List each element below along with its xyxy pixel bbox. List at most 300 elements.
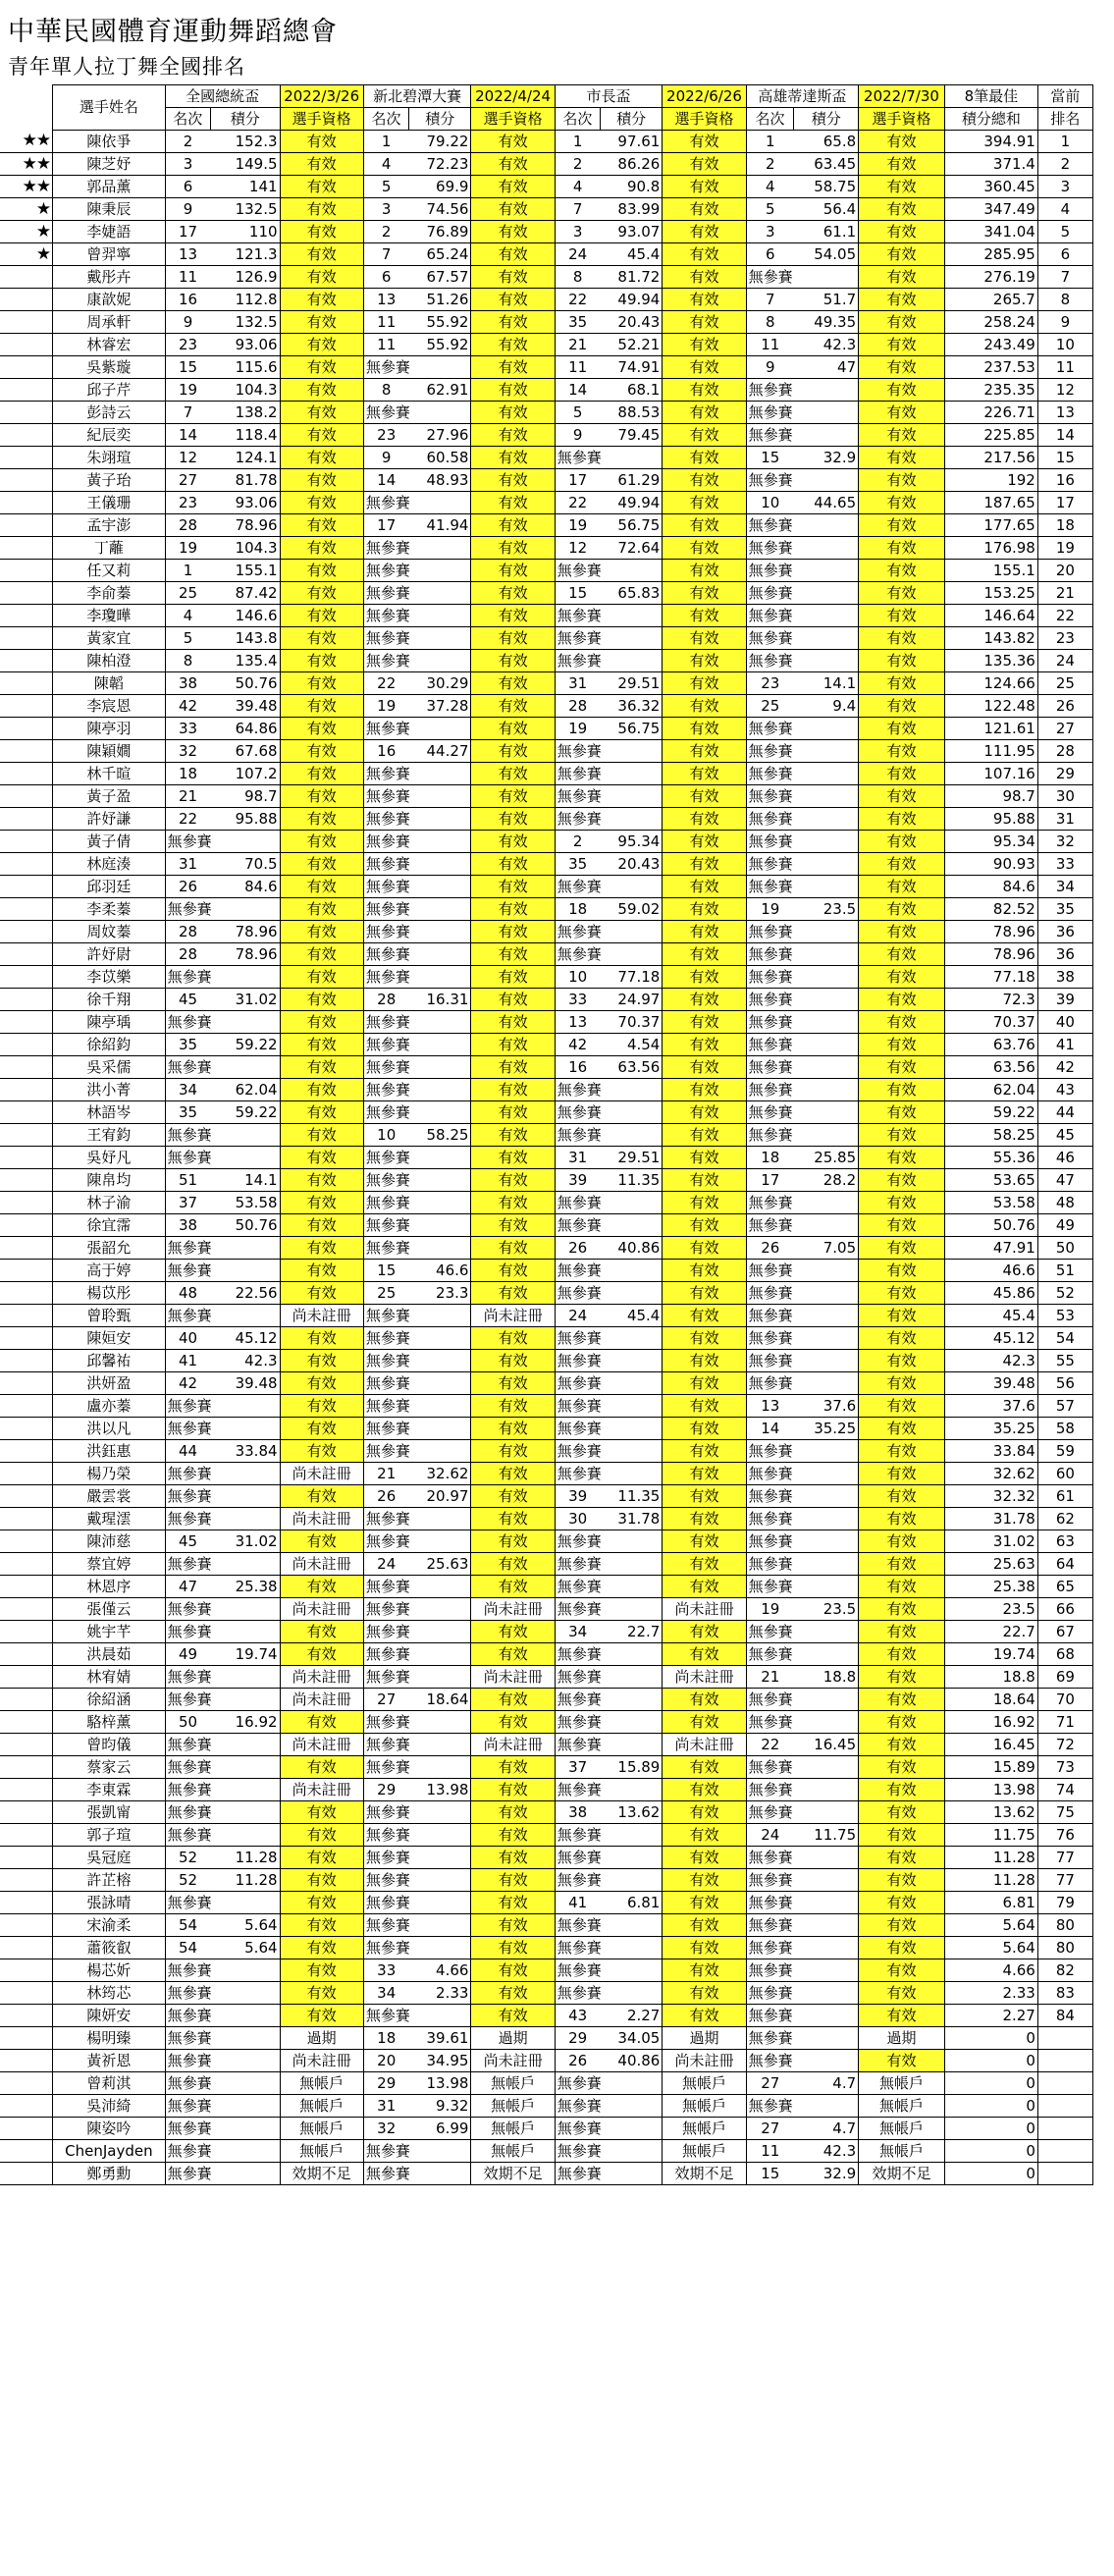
event4-qualification: 有效: [859, 1689, 945, 1711]
athlete-name: 蕭筱叡: [53, 1937, 166, 1959]
event1-score: 124.1: [210, 447, 280, 469]
event3-score: [601, 1734, 663, 1756]
current-rank: 35: [1037, 898, 1092, 921]
event1-rank: 21: [165, 785, 210, 808]
star-rating: [0, 1011, 53, 1034]
event4-score: 65.8: [794, 131, 859, 153]
table-row: [0, 1395, 1093, 1418]
event3-qualification: 有效: [663, 153, 746, 176]
event4-score: [794, 1305, 859, 1327]
event4-score: 44.65: [794, 492, 859, 514]
event4-rank: 無參賽: [746, 1011, 794, 1034]
current-rank: 40: [1037, 1011, 1092, 1034]
event3-score: 40.86: [601, 1237, 663, 1260]
event4-score: [794, 1011, 859, 1034]
event3-score: 2.27: [601, 2005, 663, 2027]
event3-rank: 無參賽: [555, 1779, 600, 1801]
event4-rank: 無參賽: [746, 921, 794, 943]
event3-qualification: 有效: [663, 1418, 746, 1440]
event3-rank: 無參賽: [555, 921, 600, 943]
best-total: 55.36: [944, 1147, 1037, 1169]
rank-subheader: 名次: [363, 108, 408, 131]
best-total: 25.63: [944, 1553, 1037, 1576]
athlete-name: 任又莉: [53, 560, 166, 582]
event3-rank: 41: [555, 1892, 600, 1914]
event3-qualification: 有效: [663, 1237, 746, 1260]
event1-rank: 49: [165, 1643, 210, 1666]
event3-qualification: 無帳戶: [663, 2072, 746, 2095]
star-rating: [0, 1779, 53, 1801]
star-rating: ★★: [0, 176, 53, 198]
event1-score: [210, 1485, 280, 1508]
athlete-name: 吳沛綺: [53, 2095, 166, 2118]
event2-score: [409, 1101, 471, 1124]
event3-score: [601, 1824, 663, 1847]
event4-rank: 無參賽: [746, 1034, 794, 1056]
event3-score: [601, 1937, 663, 1959]
current-rank: 56: [1037, 1372, 1092, 1395]
event2-qualification: 尚未註冊: [471, 1666, 555, 1689]
current-rank: 80: [1037, 1914, 1092, 1937]
event2-score: [409, 560, 471, 582]
event4-score: [794, 1508, 859, 1530]
event4-qualification: 有效: [859, 1801, 945, 1824]
best-total: 177.65: [944, 514, 1037, 537]
event1-score: [210, 1418, 280, 1440]
event3-qualification: 有效: [663, 718, 746, 740]
event4-qualification: 有效: [859, 1463, 945, 1485]
event4-qualification: 有效: [859, 243, 945, 266]
event4-rank: 無參賽: [746, 1869, 794, 1892]
event4-rank: 無參賽: [746, 1327, 794, 1350]
event4-score: [794, 650, 859, 672]
event1-score: 141: [210, 176, 280, 198]
event4-header: 高雄蒂達斯盃: [746, 85, 859, 108]
event2-score: [409, 1508, 471, 1530]
event3-rank: 10: [555, 966, 600, 989]
event1-score: [210, 1508, 280, 1530]
table-row: [0, 1079, 1093, 1101]
event1-rank: 無參賽: [165, 2095, 210, 2118]
current-rank: 58: [1037, 1418, 1092, 1440]
star-rating: [0, 334, 53, 356]
event1-score: 16.92: [210, 1711, 280, 1734]
event1-rank: 無參賽: [165, 1485, 210, 1508]
event2-rank: 4: [363, 153, 408, 176]
event3-score: [601, 1101, 663, 1124]
event1-rank: 無參賽: [165, 1959, 210, 1982]
table-row: [0, 492, 1093, 514]
table-row: [0, 740, 1093, 763]
event4-score: [794, 627, 859, 650]
event1-score: 67.68: [210, 740, 280, 763]
event2-qualification: 有效: [471, 1056, 555, 1079]
event4-rank: 無參賽: [746, 627, 794, 650]
star-rating: [0, 672, 53, 695]
event4-rank: 3: [746, 221, 794, 243]
event2-rank: 27: [363, 1689, 408, 1711]
best-total: 111.95: [944, 740, 1037, 763]
event4-score: [794, 1779, 859, 1801]
event4-rank: 無參賽: [746, 989, 794, 1011]
star-rating: [0, 1711, 53, 1734]
best-total: 16.92: [944, 1711, 1037, 1734]
event3-score: [601, 2140, 663, 2163]
athlete-name: 蔡宜婷: [53, 1553, 166, 1576]
event3-qualification: 有效: [663, 1169, 746, 1192]
event4-qualification: 有效: [859, 921, 945, 943]
event3-score: [601, 1576, 663, 1598]
event1-qualification: 有效: [280, 537, 363, 560]
event1-score: 14.1: [210, 1169, 280, 1192]
best-total: 32.32: [944, 1485, 1037, 1508]
event4-qualification: 有效: [859, 1327, 945, 1350]
event1-rank: 52: [165, 1847, 210, 1869]
event2-qualification: 有效: [471, 1011, 555, 1034]
event3-rank: 無參賽: [555, 1395, 600, 1418]
event4-rank: 無參賽: [746, 1576, 794, 1598]
event2-score: 37.28: [409, 695, 471, 718]
event4-qualification: 有效: [859, 153, 945, 176]
event2-score: [409, 966, 471, 989]
table-row: [0, 560, 1093, 582]
event2-rank: 20: [363, 2050, 408, 2072]
qual-subheader: 選手資格: [280, 108, 363, 131]
event3-rank: 42: [555, 1034, 600, 1056]
event1-rank: 19: [165, 537, 210, 560]
event3-score: 93.07: [601, 221, 663, 243]
best-total: 192: [944, 469, 1037, 492]
event3-qualification: 有效: [663, 492, 746, 514]
star-rating: [0, 266, 53, 289]
event4-rank: 無參賽: [746, 402, 794, 424]
event4-qualification: 有效: [859, 808, 945, 831]
event1-qualification: 有效: [280, 1824, 363, 1847]
event1-qualification: 無帳戶: [280, 2095, 363, 2118]
best-total: 0: [944, 2140, 1037, 2163]
event1-score: [210, 1124, 280, 1147]
event1-rank: 17: [165, 221, 210, 243]
event4-qualification: 有效: [859, 379, 945, 402]
athlete-name: 洪小菁: [53, 1079, 166, 1101]
event4-qualification: 有效: [859, 1485, 945, 1508]
event1-rank: 42: [165, 1372, 210, 1395]
event1-score: [210, 1689, 280, 1711]
event3-score: [601, 876, 663, 898]
event2-qualification: 有效: [471, 718, 555, 740]
event1-rank: 33: [165, 718, 210, 740]
event4-qualification: 有效: [859, 334, 945, 356]
event3-score: [601, 921, 663, 943]
event4-rank: 無參賽: [746, 1079, 794, 1101]
star-rating: [0, 921, 53, 943]
event3-qualification: 過期: [663, 2027, 746, 2050]
event1-rank: 無參賽: [165, 1892, 210, 1914]
event3-score: [601, 1440, 663, 1463]
event2-score: [409, 831, 471, 853]
athlete-name: 黃祈恩: [53, 2050, 166, 2072]
event4-score: [794, 1372, 859, 1395]
event2-score: [409, 1395, 471, 1418]
event4-score: [794, 989, 859, 1011]
event4-rank: 24: [746, 1824, 794, 1847]
current-rank: 53: [1037, 1305, 1092, 1327]
athlete-name: 邱馨祐: [53, 1350, 166, 1372]
athlete-name: 張詠晴: [53, 1892, 166, 1914]
event2-rank: 14: [363, 469, 408, 492]
event4-score: 42.3: [794, 2140, 859, 2163]
event3-rank: 12: [555, 537, 600, 560]
current-rank: 14: [1037, 424, 1092, 447]
event2-qualification: 有效: [471, 763, 555, 785]
star-rating: [0, 1530, 53, 1553]
event4-rank: 19: [746, 898, 794, 921]
event4-qualification: 無帳戶: [859, 2118, 945, 2140]
event1-qualification: 有效: [280, 740, 363, 763]
table-row: [0, 943, 1093, 966]
event1-rank: 28: [165, 514, 210, 537]
event4-rank: 無參賽: [746, 1463, 794, 1485]
star-rating: [0, 356, 53, 379]
athlete-name: 林睿宏: [53, 334, 166, 356]
event2-qualification: 有效: [471, 785, 555, 808]
event4-score: [794, 853, 859, 876]
event2-rank: 23: [363, 424, 408, 447]
event1-rank: 38: [165, 672, 210, 695]
event4-qualification: 有效: [859, 311, 945, 334]
event4-rank: 無參賽: [746, 1530, 794, 1553]
event2-score: 16.31: [409, 989, 471, 1011]
athlete-name: 張僅云: [53, 1598, 166, 1621]
event2-score: [409, 1056, 471, 1079]
table-row: [0, 289, 1093, 311]
event4-qualification: 有效: [859, 356, 945, 379]
event3-qualification: 有效: [663, 1463, 746, 1485]
event2-score: 69.9: [409, 176, 471, 198]
event1-qualification: 有效: [280, 198, 363, 221]
event4-score: [794, 2095, 859, 2118]
event1-score: [210, 1598, 280, 1621]
event3-score: 65.83: [601, 582, 663, 605]
event2-qualification: 尚未註冊: [471, 1598, 555, 1621]
best-total: 0: [944, 2163, 1037, 2185]
event4-qualification: 有效: [859, 831, 945, 853]
table-row: [0, 831, 1093, 853]
table-row: [0, 514, 1093, 537]
event4-score: [794, 1485, 859, 1508]
athlete-name: 康歆妮: [53, 289, 166, 311]
event4-score: [794, 2027, 859, 2050]
event1-qualification: 有效: [280, 695, 363, 718]
page-subtitle: 青年單人拉丁舞全國排名: [8, 55, 245, 79]
event4-qualification: 有效: [859, 176, 945, 198]
event2-rank: 1: [363, 131, 408, 153]
event4-rank: 13: [746, 1395, 794, 1418]
event2-qualification: 有效: [471, 1959, 555, 1982]
event4-rank: 無參賽: [746, 605, 794, 627]
best-total: 23.5: [944, 1598, 1037, 1621]
event3-qualification: 有效: [663, 853, 746, 876]
table-row: [0, 1801, 1093, 1824]
event1-qualification: 尚未註冊: [280, 1598, 363, 1621]
event4-qualification: 有效: [859, 560, 945, 582]
event4-score: [794, 966, 859, 989]
event2-score: [409, 1147, 471, 1169]
event2-qualification: 有效: [471, 153, 555, 176]
event2-score: [409, 402, 471, 424]
event3-rank: 無參賽: [555, 1598, 600, 1621]
event4-score: [794, 1553, 859, 1576]
event3-qualification: 有效: [663, 1101, 746, 1124]
event4-score: 18.8: [794, 1666, 859, 1689]
event3-qualification: 有效: [663, 424, 746, 447]
event2-score: 23.3: [409, 1282, 471, 1305]
event3-qualification: 有效: [663, 1124, 746, 1147]
event3-rank: 39: [555, 1485, 600, 1508]
event2-qualification: 有效: [471, 492, 555, 514]
table-row: [0, 1847, 1093, 1869]
event2-qualification: 有效: [471, 1372, 555, 1395]
event2-rank: 15: [363, 1260, 408, 1282]
event2-score: [409, 1530, 471, 1553]
event3-rank: 無參賽: [555, 1350, 600, 1372]
athlete-name: 許妤謙: [53, 808, 166, 831]
event3-qualification: 效期不足: [663, 2163, 746, 2185]
event2-qualification: 有效: [471, 1237, 555, 1260]
event2-rank: 29: [363, 2072, 408, 2095]
current-rank: 32: [1037, 831, 1092, 853]
table-row: [0, 1101, 1093, 1124]
event4-score: 47: [794, 356, 859, 379]
table-row: [0, 2163, 1093, 2185]
current-rank: 22: [1037, 605, 1092, 627]
event4-rank: 無參賽: [746, 1056, 794, 1079]
best-total: 70.37: [944, 1011, 1037, 1034]
event2-score: [409, 853, 471, 876]
star-rating: [0, 1079, 53, 1101]
event1-score: [210, 1666, 280, 1689]
event1-rank: 45: [165, 989, 210, 1011]
current-rank: 74: [1037, 1779, 1092, 1801]
event4-score: [794, 1327, 859, 1350]
event1-qualification: 有效: [280, 402, 363, 424]
best-total: 285.95: [944, 243, 1037, 266]
event1-rank: 52: [165, 1869, 210, 1892]
event3-qualification: 有效: [663, 1914, 746, 1937]
current-rank: 4: [1037, 198, 1092, 221]
event2-qualification: 有效: [471, 447, 555, 469]
athlete-name: 曾莉淇: [53, 2072, 166, 2095]
event3-qualification: 有效: [663, 1327, 746, 1350]
event4-qualification: 有效: [859, 221, 945, 243]
event3-qualification: 有效: [663, 198, 746, 221]
best-total: 47.91: [944, 1237, 1037, 1260]
event4-rank: 無參賽: [746, 1282, 794, 1305]
athlete-name: 李婕語: [53, 221, 166, 243]
table-row: [0, 1576, 1093, 1598]
event4-score: 61.1: [794, 221, 859, 243]
best-total: 62.04: [944, 1079, 1037, 1101]
event1-score: 59.22: [210, 1034, 280, 1056]
athlete-name: 李宸恩: [53, 695, 166, 718]
event2-rank: 25: [363, 1282, 408, 1305]
event3-score: 15.89: [601, 1756, 663, 1779]
athlete-name: 洪妍盈: [53, 1372, 166, 1395]
event3-qualification: 有效: [663, 1305, 746, 1327]
star-rating: [0, 537, 53, 560]
table-row: [0, 650, 1093, 672]
event2-qualification: 有效: [471, 198, 555, 221]
event2-qualification: 有效: [471, 514, 555, 537]
athlete-name: 孟宇澎: [53, 514, 166, 537]
event1-qualification: 有效: [280, 1711, 363, 1734]
athlete-name: 嚴雲裳: [53, 1485, 166, 1508]
event1-score: 132.5: [210, 198, 280, 221]
event3-qualification: 有效: [663, 1643, 746, 1666]
event2-rank: 無參賽: [363, 921, 408, 943]
event4-score: 7.05: [794, 1237, 859, 1260]
best-total: 25.38: [944, 1576, 1037, 1598]
event3-rank: 無參賽: [555, 2118, 600, 2140]
event2-qualification: 有效: [471, 740, 555, 763]
event4-score: [794, 537, 859, 560]
star-rating: [0, 2140, 53, 2163]
event3-rank: 無參賽: [555, 1418, 600, 1440]
athlete-name: 邱子芹: [53, 379, 166, 402]
event3-score: 6.81: [601, 1892, 663, 1914]
event4-rank: 10: [746, 492, 794, 514]
current-rank: 80: [1037, 1937, 1092, 1959]
event2-qualification: 有效: [471, 1350, 555, 1372]
current-rank: 64: [1037, 1553, 1092, 1576]
event2-qualification: 有效: [471, 1485, 555, 1508]
star-rating: [0, 1982, 53, 2005]
event2-score: [409, 763, 471, 785]
table-row: [0, 131, 1093, 153]
event2-qualification: 有效: [471, 266, 555, 289]
event4-rank: 無參賽: [746, 740, 794, 763]
table-row: [0, 1779, 1093, 1801]
athlete-name: 蔡家云: [53, 1756, 166, 1779]
event3-rank: 無參賽: [555, 1282, 600, 1305]
event3-rank: 35: [555, 311, 600, 334]
athlete-name: 彭詩云: [53, 402, 166, 424]
event1-qualification: 有效: [280, 2005, 363, 2027]
event2-rank: 8: [363, 379, 408, 402]
event2-rank: 無參賽: [363, 1237, 408, 1260]
star-rating: [0, 1756, 53, 1779]
event3-qualification: 有效: [663, 966, 746, 989]
athlete-name: 楊芯妡: [53, 1959, 166, 1982]
event2-rank: 32: [363, 2118, 408, 2140]
star-rating: [0, 1192, 53, 1214]
event3-rank: 無參賽: [555, 1937, 600, 1959]
table-row: [0, 198, 1093, 221]
athlete-name: 洪晨茹: [53, 1643, 166, 1666]
event3-score: 11.35: [601, 1169, 663, 1192]
score-subheader: 積分: [210, 108, 280, 131]
event3-score: 49.94: [601, 289, 663, 311]
event4-score: [794, 831, 859, 853]
current-rank: 42: [1037, 1056, 1092, 1079]
event1-score: 107.2: [210, 763, 280, 785]
event2-score: 20.97: [409, 1485, 471, 1508]
current-rank: 18: [1037, 514, 1092, 537]
event1-qualification: 尚未註冊: [280, 1689, 363, 1711]
event1-rank: 48: [165, 1282, 210, 1305]
current-rank: 72: [1037, 1734, 1092, 1756]
table-row: [0, 1124, 1093, 1147]
